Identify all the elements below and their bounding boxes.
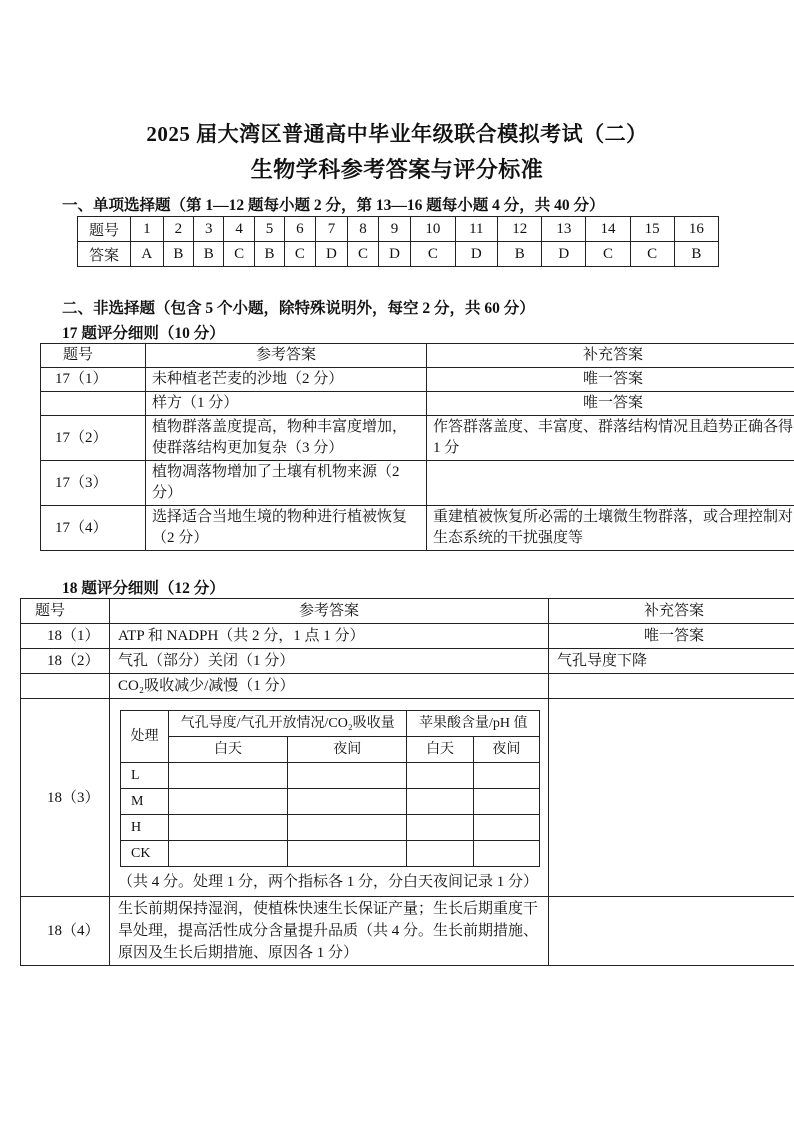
answer-cell: C xyxy=(285,242,315,267)
question-number: 3 xyxy=(194,217,224,242)
table-row xyxy=(21,674,794,699)
table-row xyxy=(21,649,794,674)
header-number: 题号 xyxy=(41,344,146,368)
exam-title: 2025 届大湾区普通高中毕业年级联合模拟考试（二） xyxy=(146,122,648,146)
question-number: 2 xyxy=(163,217,193,242)
answer-cell: D xyxy=(315,242,348,267)
question-number: 10 xyxy=(411,217,455,242)
question-number: 16 xyxy=(674,217,718,242)
q18-scoring-table xyxy=(20,598,794,966)
treatment-label: H xyxy=(121,815,169,841)
supplementary-answer: 唯一答案 xyxy=(549,624,794,649)
q3-scoring-note: （共 4 分。处理 1 分，两个指标各 1 分，分白天夜间记录 1 分） xyxy=(118,874,539,890)
question-number: 5 xyxy=(254,217,284,242)
supplementary-answer: 重建植被恢复所必需的土壤微生物群落，或合理控制对生态系统的干扰强度等 xyxy=(427,506,794,551)
reference-answer: CO₂吸收减少/减慢（1 分） xyxy=(110,674,549,699)
supplementary-answer xyxy=(427,461,794,506)
question-number: 14 xyxy=(586,217,630,242)
header-number: 题号 xyxy=(21,599,110,624)
answer-cell: B xyxy=(194,242,224,267)
table-row xyxy=(41,368,794,392)
question-number: 1 xyxy=(131,217,164,242)
reference-answer: 样方（1 分） xyxy=(146,392,427,416)
table-row xyxy=(121,815,540,841)
q18-heading: 18 题评分细则（12 分） xyxy=(62,580,225,597)
question-number: 7 xyxy=(315,217,348,242)
table-row xyxy=(121,789,540,815)
night-header: 夜间 xyxy=(288,737,407,763)
malic-acid-header: 苹果酸含量/pH 值 xyxy=(407,711,540,737)
answer-cell: C xyxy=(630,242,674,267)
reference-answer: 气孔（部分）关闭（1 分） xyxy=(110,649,549,674)
reference-answer: 生长前期保持湿润，使植株快速生长保证产量；生长后期重度干旱处理，提高活性成分含量提升品质（共 4 分。生长前期措施、原因及生长后期措施、原因各 1 分） xyxy=(110,897,549,966)
experiment-record-table xyxy=(120,710,540,867)
row-label: 答案 xyxy=(78,242,131,267)
treatment-header: 处理 xyxy=(121,711,169,763)
reference-answer: 植物群落盖度提高，物种丰富度增加，使群落结构更加复杂（3 分） xyxy=(146,416,427,461)
header-supplementary-answer: 补充答案 xyxy=(427,344,794,368)
question-number: 17（3） xyxy=(41,461,146,506)
table-row xyxy=(41,461,794,506)
answer-cell: D xyxy=(542,242,586,267)
question-number xyxy=(41,392,146,416)
reference-answer: 植物凋落物增加了土壤有机物来源（2 分） xyxy=(146,461,427,506)
day-header: 白天 xyxy=(407,737,473,763)
reference-answer: 未种植老芒麦的沙地（2 分） xyxy=(146,368,427,392)
question-number: 18（1） xyxy=(21,624,110,649)
supplementary-answer xyxy=(549,674,794,699)
header-reference-answer: 参考答案 xyxy=(146,344,427,368)
question-number: 18（4） xyxy=(21,897,110,966)
table-row xyxy=(41,392,794,416)
question-number: 17（2） xyxy=(41,416,146,461)
table-row xyxy=(41,506,794,551)
table-header-row xyxy=(41,344,794,368)
treatment-label: L xyxy=(121,763,169,789)
question-number: 12 xyxy=(498,217,542,242)
table-row xyxy=(21,624,794,649)
answer-cell: C xyxy=(586,242,630,267)
section1-heading: 一、单项选择题（第 1—12 题每小题 2 分，第 13—16 题每小题 4 分，共 40 分） xyxy=(62,197,605,214)
supplementary-answer xyxy=(549,699,794,897)
table-row xyxy=(121,763,540,789)
supplementary-answer: 气孔导度下降 xyxy=(549,649,794,674)
day-header: 白天 xyxy=(168,737,287,763)
answer-cell: B xyxy=(163,242,193,267)
treatment-label: M xyxy=(121,789,169,815)
reference-answer-cell xyxy=(110,699,549,897)
section2-heading: 二、非选择题（包含 5 个小题，除特殊说明外，每空 2 分，共 60 分） xyxy=(62,300,535,317)
question-number: 18（3） xyxy=(21,699,110,897)
table-row xyxy=(121,841,540,867)
question-number: 17（1） xyxy=(41,368,146,392)
reference-answer: 选择适合当地生境的物种进行植被恢复（2 分） xyxy=(146,506,427,551)
question-number: 18（2） xyxy=(21,649,110,674)
question-number: 6 xyxy=(285,217,315,242)
question-number: 8 xyxy=(348,217,378,242)
answer-row xyxy=(78,242,719,267)
multiple-choice-answer-table xyxy=(77,216,719,267)
answer-cell: B xyxy=(254,242,284,267)
question-number-row xyxy=(78,217,719,242)
question-number xyxy=(21,674,110,699)
question-number: 9 xyxy=(378,217,411,242)
question-number: 4 xyxy=(224,217,254,242)
reference-answer: ATP 和 NADPH（共 2 分，1 点 1 分） xyxy=(110,624,549,649)
answer-cell: C xyxy=(224,242,254,267)
exam-subtitle: 生物学科参考答案与评分标准 xyxy=(250,157,544,182)
question-number: 13 xyxy=(542,217,586,242)
supplementary-answer: 唯一答案 xyxy=(427,392,794,416)
treatment-label: CK xyxy=(121,841,169,867)
supplementary-answer: 作答群落盖度、丰富度、群落结构情况且趋势正确各得 1 分 xyxy=(427,416,794,461)
row-label: 题号 xyxy=(78,217,131,242)
night-header: 夜间 xyxy=(473,737,539,763)
answer-cell: B xyxy=(498,242,542,267)
answer-cell: B xyxy=(674,242,718,267)
header-supplementary-answer: 补充答案 xyxy=(549,599,794,624)
answer-cell: C xyxy=(348,242,378,267)
table-row xyxy=(21,897,794,966)
header-reference-answer: 参考答案 xyxy=(110,599,549,624)
answer-cell: D xyxy=(378,242,411,267)
table-row xyxy=(21,699,794,897)
q17-heading: 17 题评分细则（10 分） xyxy=(62,325,225,342)
question-number: 15 xyxy=(630,217,674,242)
table-row xyxy=(41,416,794,461)
answer-cell: A xyxy=(131,242,164,267)
supplementary-answer: 唯一答案 xyxy=(427,368,794,392)
stomata-header: 气孔导度/气孔开放情况/CO₂吸收量 xyxy=(168,711,407,737)
answer-cell: D xyxy=(455,242,498,267)
question-number: 17（4） xyxy=(41,506,146,551)
question-number: 11 xyxy=(455,217,498,242)
supplementary-answer xyxy=(549,897,794,966)
answer-cell: C xyxy=(411,242,455,267)
q17-scoring-table xyxy=(40,343,794,551)
table-header-row xyxy=(21,599,794,624)
